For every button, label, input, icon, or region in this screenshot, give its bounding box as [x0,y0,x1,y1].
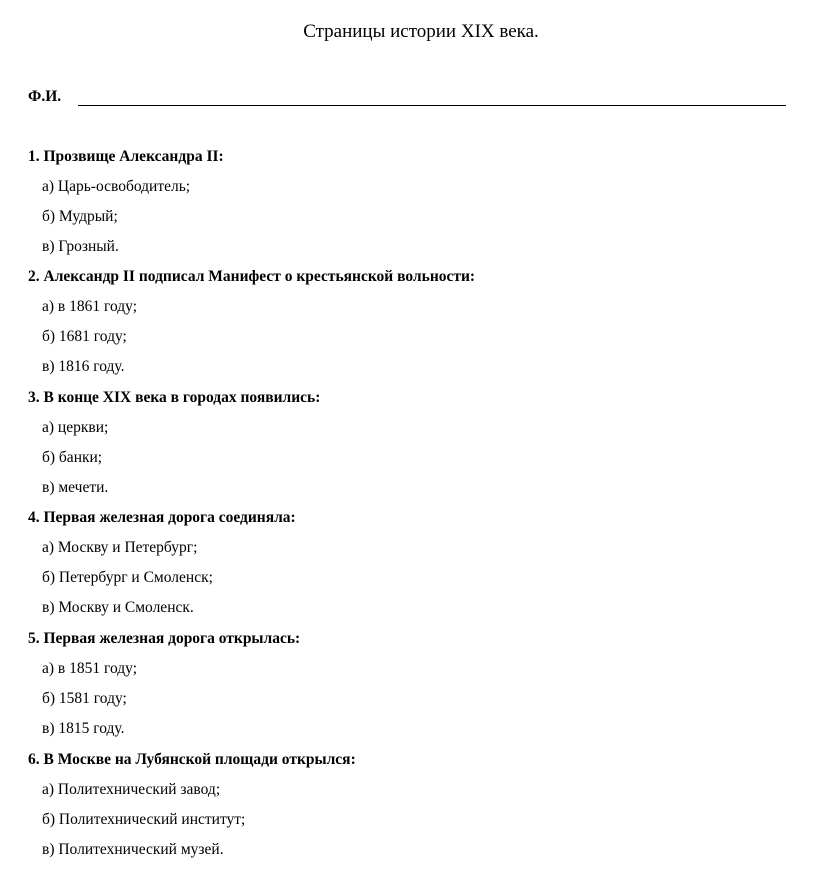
question-3: 3. В конце XIX века в городах появились: [28,389,321,406]
question-4: 4. Первая железная дорога соединяла: [28,509,296,526]
page-title: Страницы истории XIX века. [303,21,539,42]
answer-option: а) Москву и Петербург; [42,539,198,556]
question-2: 2. Александр II подписал Манифест о крестьянской вольности: [28,268,476,285]
answer-option: а) Политехнический завод; [42,781,221,798]
answer-option: в) Грозный. [42,238,119,255]
question-5: 5. Первая железная дорога открылась: [28,630,301,647]
answer-option: б) 1581 году; [42,690,127,707]
name-label: Ф.И. [28,88,62,105]
answer-option: а) церкви; [42,419,109,436]
answer-option: б) Мудрый; [42,208,118,225]
answer-option: а) Царь-освободитель; [42,178,191,195]
answer-option: в) 1815 году. [42,720,125,737]
answer-option: в) мечети. [42,479,109,496]
question-6: 6. В Москве на Лубянской площади открылся: [28,751,356,768]
answer-option: в) 1816 году. [42,358,125,375]
name-field[interactable] [28,88,786,110]
question-1: 1. Прозвище Александра II: [28,148,224,165]
name-underline[interactable] [78,105,786,106]
answer-option: б) 1681 году; [42,328,127,345]
answer-option: б) банки; [42,449,103,466]
answer-option: б) Политехнический институт; [42,811,246,828]
answer-option: в) Москву и Смоленск. [42,599,194,616]
answer-option: а) в 1861 году; [42,298,137,315]
answer-option: б) Петербург и Смоленск; [42,569,213,586]
answer-option: а) в 1851 году; [42,660,137,677]
answer-option: в) Политехнический музей. [42,841,224,858]
